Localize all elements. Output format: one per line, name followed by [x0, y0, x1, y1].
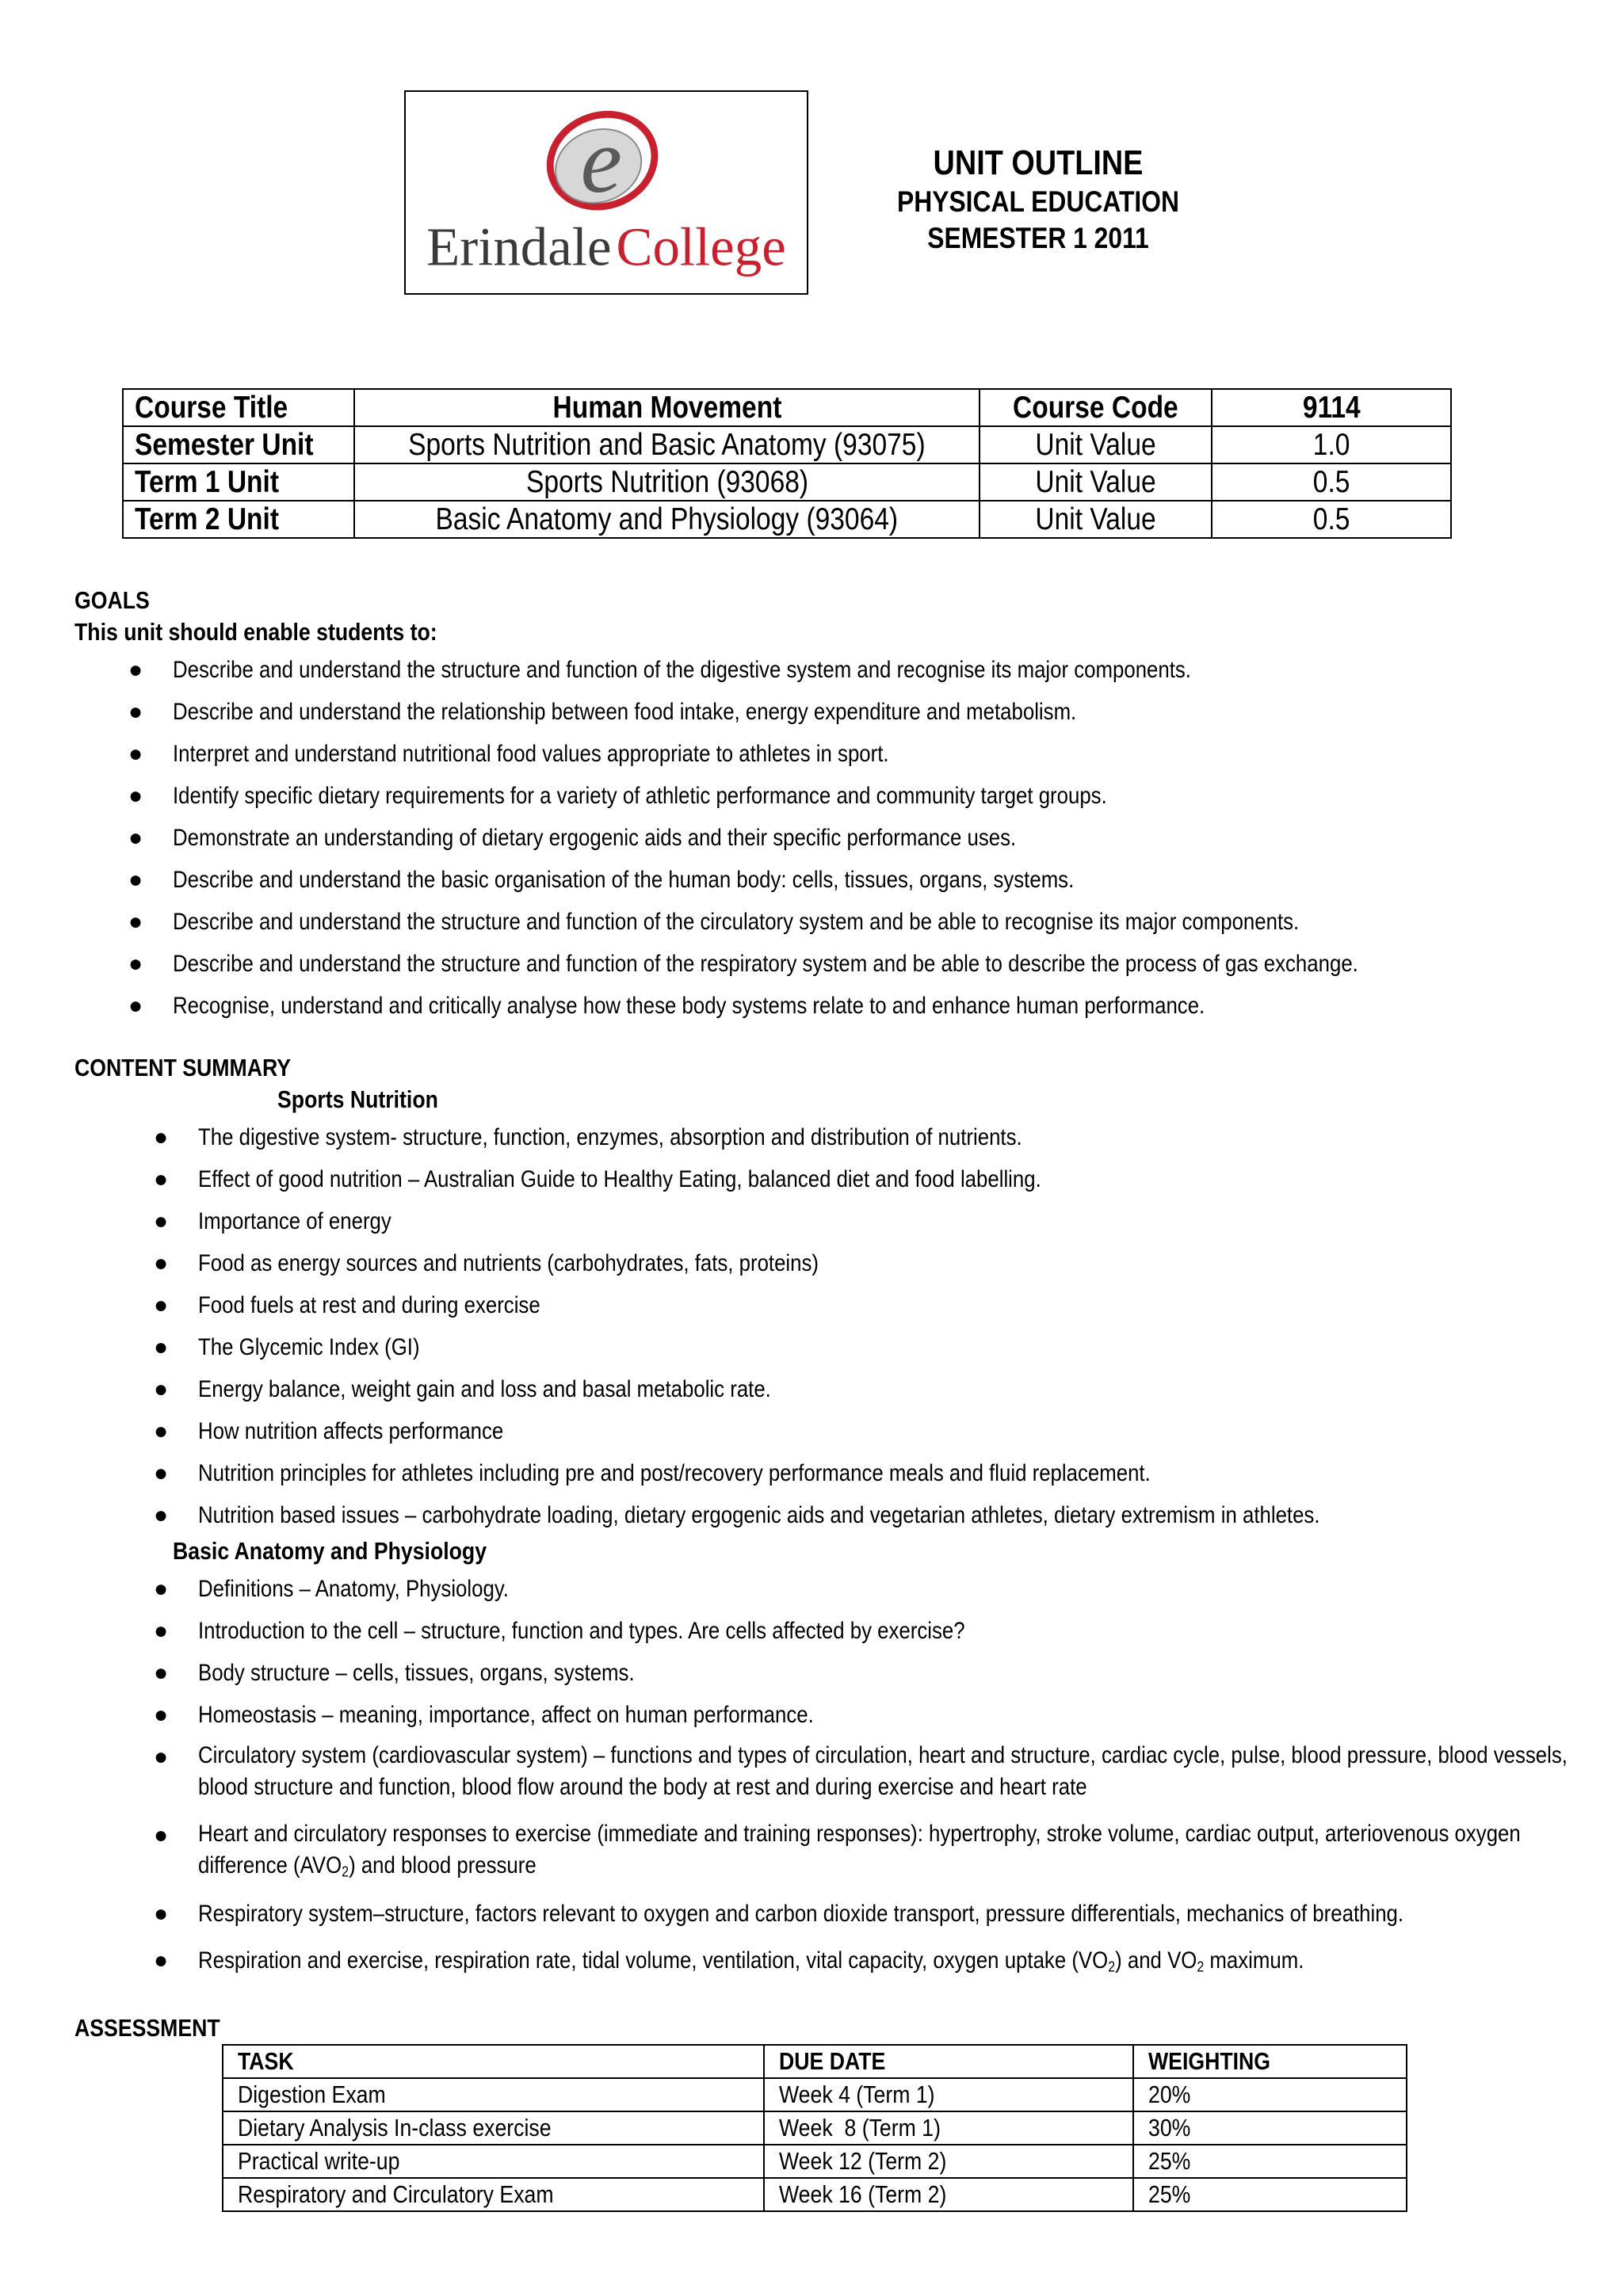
- table-cell: 0.5: [1212, 463, 1451, 501]
- table-header-cell: TASK: [223, 2045, 764, 2078]
- list-item: ● Food as energy sources and nutrients (carbohydrates, fats, proteins): [154, 1250, 819, 1276]
- table-cell: 9114: [1212, 389, 1451, 426]
- table-cell: 25%: [1133, 2145, 1407, 2178]
- college-logo: [404, 90, 808, 295]
- list-item: ● Identify specific dietary requirements for a variety of athletic performance and community target groups.: [128, 783, 1107, 809]
- table-row: [123, 426, 1451, 463]
- anatomy-list: [74, 1572, 1623, 1985]
- list-item: ● Respiratory system–structure, factors relevant to oxygen and carbon dioxide transport, pressure differentials, mechanics of breathing.: [154, 1901, 1404, 1927]
- sports-nutrition-heading: Sports Nutrition: [277, 1085, 438, 1113]
- table-row: [123, 389, 1451, 426]
- table-cell: 30%: [1133, 2111, 1407, 2145]
- logo-word-college: College: [616, 216, 786, 277]
- anatomy-heading: Basic Anatomy and Physiology: [173, 1537, 487, 1565]
- table-cell: Course Code: [980, 389, 1212, 426]
- list-item: ● Nutrition principles for athletes including pre and post/recovery performance meals and fluid replacement.: [154, 1460, 1151, 1486]
- table-row: [223, 2178, 1407, 2211]
- table-cell: Course Title: [123, 389, 354, 426]
- goals-intro: This unit should enable students to:: [74, 618, 437, 646]
- table-header-cell: DUE DATE: [764, 2045, 1132, 2078]
- list-item: ● Recognise, understand and critically analyse how these body systems relate to and enhance human performance.: [128, 993, 1205, 1019]
- list-item: ● Describe and understand the basic organisation of the human body: cells, tissues, organs, systems.: [128, 867, 1075, 893]
- table-cell: Week 4 (Term 1): [764, 2078, 1132, 2111]
- table-header-cell: WEIGHTING: [1133, 2045, 1407, 2078]
- list-item: ● Describe and understand the structure and function of the respiratory system and be able to describe the process of gas exchange.: [128, 951, 1358, 977]
- list-item: ● Circulatory system (cardiovascular system) – functions and types of circulation, heart and structure, cardiac cycle, pulse, blood pressure, blood vessels, blood structure and function, blood flow around the body at rest and during exercise and heart rate: [154, 1742, 1568, 1800]
- table-row: [223, 2078, 1407, 2111]
- table-cell: Semester Unit: [123, 426, 354, 463]
- table-cell: Week 12 (Term 2): [764, 2145, 1132, 2178]
- table-cell: Unit Value: [980, 463, 1212, 501]
- list-item: ● The digestive system- structure, function, enzymes, absorption and distribution of nutrients.: [154, 1124, 1022, 1150]
- table-cell: 20%: [1133, 2078, 1407, 2111]
- content-summary-section: [74, 1052, 1623, 1985]
- document-title-block: [856, 143, 1220, 257]
- assessment-section: [74, 2012, 244, 2044]
- list-item: ● Body structure – cells, tissues, organs, systems.: [154, 1660, 635, 1686]
- table-row: [123, 463, 1451, 501]
- logo-monogram: e: [580, 109, 622, 213]
- table-cell: 25%: [1133, 2178, 1407, 2211]
- list-item: ● Energy balance, weight gain and loss and basal metabolic rate.: [154, 1376, 771, 1402]
- list-item: ● How nutrition affects performance: [154, 1418, 504, 1444]
- list-item: ● Importance of energy: [154, 1208, 391, 1234]
- table-cell: Term 1 Unit: [123, 463, 354, 501]
- table-cell: Week 16 (Term 2): [764, 2178, 1132, 2211]
- table-cell: Basic Anatomy and Physiology (93064): [354, 501, 980, 538]
- list-item: ● Demonstrate an understanding of dietary ergogenic aids and their specific performance uses.: [128, 825, 1017, 851]
- list-item: ● Food fuels at rest and during exercise: [154, 1292, 540, 1318]
- list-item: ● Homeostasis – meaning, importance, affect on human performance.: [154, 1702, 814, 1728]
- goals-heading: GOALS: [74, 586, 150, 614]
- list-item: ● The Glycemic Index (GI): [154, 1334, 420, 1360]
- semester-title: SEMESTER 1 2011: [927, 222, 1149, 254]
- erindale-college-logo-graphic: [406, 92, 807, 293]
- table-cell: Term 2 Unit: [123, 501, 354, 538]
- table-cell: Sports Nutrition and Basic Anatomy (93075): [354, 426, 980, 463]
- table-cell: Unit Value: [980, 501, 1212, 538]
- sports-nutrition-list: [74, 1120, 1623, 1535]
- table-cell: Practical write-up: [223, 2145, 764, 2178]
- content-summary-heading: CONTENT SUMMARY: [74, 1054, 292, 1081]
- table-cell: 0.5: [1212, 501, 1451, 538]
- assessment-table: [222, 2044, 1407, 2212]
- logo-wordmark: [426, 217, 786, 277]
- table-cell: Respiratory and Circulatory Exam: [223, 2178, 764, 2211]
- list-item: ● Nutrition based issues – carbohydrate loading, dietary ergogenic aids and vegetarian athletes, dietary extremism in athletes.: [154, 1502, 1320, 1528]
- table-cell: Unit Value: [980, 426, 1212, 463]
- table-cell: Sports Nutrition (93068): [354, 463, 980, 501]
- course-info-table: [122, 388, 1452, 539]
- table-cell: Week 8 (Term 1): [764, 2111, 1132, 2145]
- list-item: ● Respiration and exercise, respiration rate, tidal volume, ventilation, vital capacity, oxygen uptake $(VO_2)$ and $VO_2$ maximum.: [154, 1947, 1304, 1975]
- table-row: [123, 501, 1451, 538]
- subject-title: PHYSICAL EDUCATION: [897, 185, 1179, 218]
- table-cell: Digestion Exam: [223, 2078, 764, 2111]
- page-title: UNIT OUTLINE: [933, 143, 1144, 182]
- list-item: ● Interpret and understand nutritional food values appropriate to athletes in sport.: [128, 741, 889, 767]
- logo-word-erindale: Erindale: [426, 216, 612, 277]
- list-item: ● Describe and understand the structure and function of the digestive system and recognise its major components.: [128, 657, 1191, 683]
- goals-list: [74, 653, 1551, 1031]
- table-row: [223, 2145, 1407, 2178]
- list-item: ● Describe and understand the structure and function of the circulatory system and be able to recognise its major components.: [128, 909, 1300, 935]
- table-header-row: [223, 2045, 1407, 2078]
- list-item: ● Introduction to the cell – structure, function and types. Are cells affected by exercise?: [154, 1618, 965, 1644]
- table-row: [223, 2111, 1407, 2145]
- list-item: ● Describe and understand the relationship between food intake, energy expenditure and metabolism.: [128, 699, 1077, 725]
- table-cell: Dietary Analysis In-class exercise: [223, 2111, 764, 2145]
- table-cell: Human Movement: [354, 389, 980, 426]
- list-item: ● Definitions – Anatomy, Physiology.: [154, 1576, 509, 1602]
- list-item: ● Effect of good nutrition – Australian Guide to Healthy Eating, balanced diet and food labelling.: [154, 1166, 1041, 1192]
- list-item: ● Heart and circulatory responses to exercise (immediate and training responses): hypertrophy, stroke volume, cardiac output, arteriovenous oxygen difference $(AVO_2)$ and blood pressure: [154, 1821, 1521, 1880]
- assessment-heading: ASSESSMENT: [74, 2014, 220, 2042]
- table-cell: 1.0: [1212, 426, 1451, 463]
- goals-section: [74, 585, 1551, 1031]
